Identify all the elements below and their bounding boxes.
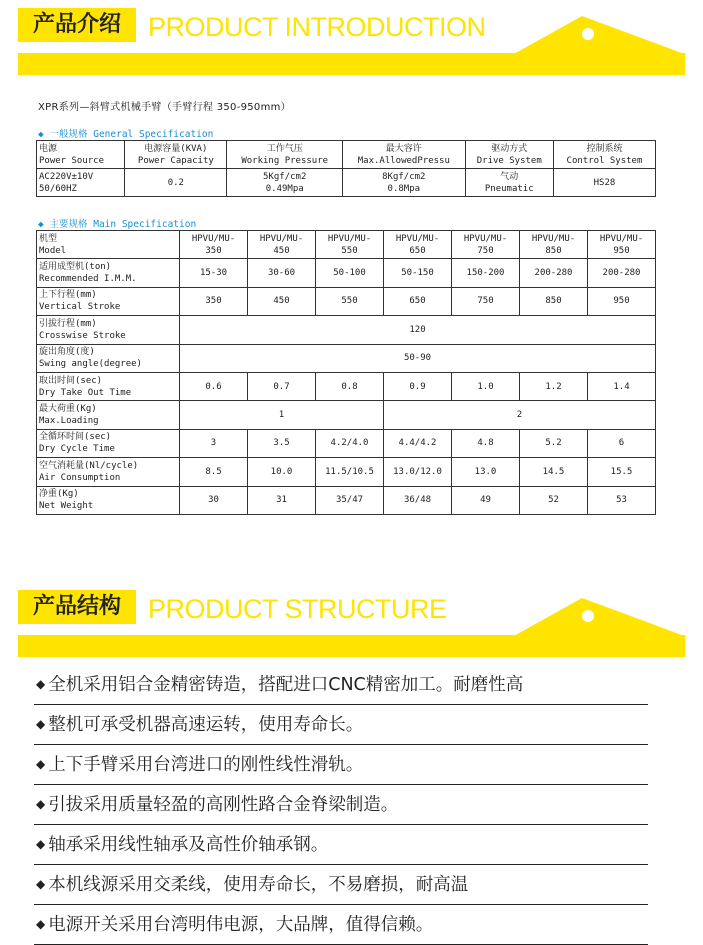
table-row <box>37 429 656 457</box>
table-row <box>37 344 656 372</box>
table-cell: 15-30 <box>180 259 248 287</box>
table-cell: 0.9 <box>384 372 452 400</box>
table-cell: 13.0/12.0 <box>384 458 452 486</box>
table-cell: 11.5/10.5 <box>316 458 384 486</box>
table-row <box>37 259 656 287</box>
model-header-cell: HPVU/MU-750 <box>452 231 520 259</box>
header-power-capacity: 电源容量(KVA) Power Capacity <box>125 141 227 169</box>
row-label: 引拔行程(mm) Crosswise Stroke <box>37 316 180 344</box>
row-label: 净重(Kg) Net Weight <box>37 486 180 514</box>
table-cell: 30-60 <box>248 259 316 287</box>
feature-text: 全机采用铝合金精密铸造，搭配进口CNC精密加工。耐磨性高 <box>48 675 524 695</box>
merged-cell: 1 <box>180 401 384 429</box>
list-item <box>34 705 648 745</box>
feature-text: 引拔采用质量轻盈的高刚性路合金脊梁制造。 <box>48 795 399 815</box>
row-label: 旋出角度(度) Swing angle(degree) <box>37 344 180 372</box>
diamond-bullet-icon: ◆ <box>38 219 44 230</box>
general-spec-label-cn: 一般规格 <box>49 129 88 140</box>
main-spec-label <box>38 216 196 230</box>
general-spec-header-row <box>37 141 656 169</box>
header-control-system: 控制系统 Control System <box>553 141 655 169</box>
row-label: 上下行程(mm) Vertical Stroke <box>37 287 180 315</box>
table-cell: 52 <box>520 486 588 514</box>
row-label: 最大荷重(Kg) Max.Loading <box>37 401 180 429</box>
feature-text: 整机可承受机器高速运转，使用寿命长。 <box>48 715 364 735</box>
feature-text: 电源开关采用台湾明伟电源，大品牌，值得信赖。 <box>48 915 434 935</box>
merged-cell: 120 <box>180 316 656 344</box>
intro-title-en: PRODUCT INTRODUCTION <box>148 12 486 42</box>
table-cell: 450 <box>248 287 316 315</box>
table-cell: 53 <box>588 486 656 514</box>
merged-cell: 2 <box>384 401 656 429</box>
table-cell: 15.5 <box>588 458 656 486</box>
table-cell: 31 <box>248 486 316 514</box>
roof-decoration-icon <box>512 590 687 660</box>
table-cell: 13.0 <box>452 458 520 486</box>
list-item <box>34 865 648 905</box>
feature-text: 轴承采用线性轴承及高性价轴承钢。 <box>48 835 329 855</box>
table-cell: 6 <box>588 429 656 457</box>
list-item <box>34 785 648 825</box>
table-cell: 4.8 <box>452 429 520 457</box>
header-max-pressure: 最大容许 Max.AllowedPressu <box>343 141 466 169</box>
model-header-cell: HPVU/MU-850 <box>520 231 588 259</box>
table-cell: 50-100 <box>316 259 384 287</box>
general-spec-value-row <box>37 169 656 197</box>
table-cell: 650 <box>384 287 452 315</box>
table-row <box>37 401 656 429</box>
list-item <box>34 665 648 705</box>
value-power-capacity: 0.2 <box>125 169 227 197</box>
table-cell: 1.0 <box>452 372 520 400</box>
table-cell: 35/47 <box>316 486 384 514</box>
table-cell: 0.8 <box>316 372 384 400</box>
table-row <box>37 316 656 344</box>
model-header-cell: HPVU/MU-650 <box>384 231 452 259</box>
table-row <box>37 372 656 400</box>
feature-text: 上下手臂采用台湾进口的刚性线性滑轨。 <box>48 755 364 775</box>
table-row <box>37 486 656 514</box>
structure-section-header <box>0 582 703 662</box>
diamond-bullet-icon: ◆ <box>36 717 46 731</box>
table-cell: 4.2/4.0 <box>316 429 384 457</box>
table-row <box>37 458 656 486</box>
diamond-bullet-icon: ◆ <box>36 917 46 931</box>
table-cell: 950 <box>588 287 656 315</box>
product-subtitle: XPR系列—斜臂式机械手臂（手臂行程 350-950mm） <box>38 102 291 113</box>
row-label: 取出时间(sec) Dry Take Out Time <box>37 372 180 400</box>
table-cell: 200-280 <box>588 259 656 287</box>
intro-title-cn: 产品介绍 <box>18 8 136 42</box>
intro-section-header <box>0 0 703 80</box>
feature-list <box>34 665 648 945</box>
table-cell: 36/48 <box>384 486 452 514</box>
table-cell: 1.2 <box>520 372 588 400</box>
model-header-cell: HPVU/MU-550 <box>316 231 384 259</box>
table-cell: 10.0 <box>248 458 316 486</box>
model-header-cell: HPVU/MU-950 <box>588 231 656 259</box>
row-label: 全循环时间(sec) Dry Cycle Time <box>37 429 180 457</box>
structure-title-en: PRODUCT STRUCTURE <box>148 594 447 624</box>
model-header-cell: HPVU/MU-350 <box>180 231 248 259</box>
main-spec-label-en: Main Specification <box>93 219 197 230</box>
value-power-source: AC220V±10V 50/60HZ <box>37 169 125 197</box>
table-cell: 5.2 <box>520 429 588 457</box>
value-control-system: HS28 <box>553 169 655 197</box>
diamond-bullet-icon: ◆ <box>36 837 46 851</box>
value-max-pressure: 8Kgf/cm2 0.8Mpa <box>343 169 466 197</box>
row-label: 机型 Model <box>37 231 180 259</box>
table-row <box>37 287 656 315</box>
table-cell: 0.7 <box>248 372 316 400</box>
value-working-pressure: 5Kgf/cm2 0.49Mpa <box>227 169 343 197</box>
table-cell: 150-200 <box>452 259 520 287</box>
list-item <box>34 745 648 785</box>
table-cell: 8.5 <box>180 458 248 486</box>
table-cell: 850 <box>520 287 588 315</box>
structure-title-cn: 产品结构 <box>18 590 136 624</box>
model-header-cell: HPVU/MU-450 <box>248 231 316 259</box>
table-cell: 49 <box>452 486 520 514</box>
table-row <box>37 231 656 259</box>
merged-cell: 50-90 <box>180 344 656 372</box>
main-spec-table <box>36 230 656 515</box>
feature-text: 本机线源采用交柔线，使用寿命长，不易磨损，耐高温 <box>48 875 469 895</box>
header-power-source: 电源 Power Source <box>37 141 125 169</box>
value-drive-system: 气动 Pneumatic <box>465 169 553 197</box>
general-spec-label <box>38 126 213 140</box>
list-item <box>34 825 648 865</box>
table-cell: 550 <box>316 287 384 315</box>
table-cell: 50-150 <box>384 259 452 287</box>
diamond-bullet-icon: ◆ <box>38 129 44 140</box>
diamond-bullet-icon: ◆ <box>36 877 46 891</box>
table-cell: 3.5 <box>248 429 316 457</box>
table-cell: 3 <box>180 429 248 457</box>
diamond-bullet-icon: ◆ <box>36 757 46 771</box>
row-label: 空气消耗量(Nl/cycle) Air Consumption <box>37 458 180 486</box>
row-label: 适用成型机(ton) Recommended I.M.M. <box>37 259 180 287</box>
general-spec-table <box>36 140 656 197</box>
header-working-pressure: 工作气压 Working Pressure <box>227 141 343 169</box>
table-cell: 350 <box>180 287 248 315</box>
header-drive-system: 驱动方式 Drive System <box>465 141 553 169</box>
table-cell: 14.5 <box>520 458 588 486</box>
table-cell: 1.4 <box>588 372 656 400</box>
table-cell: 200-280 <box>520 259 588 287</box>
diamond-bullet-icon: ◆ <box>36 797 46 811</box>
table-cell: 750 <box>452 287 520 315</box>
roof-decoration-icon <box>512 8 687 78</box>
table-cell: 0.6 <box>180 372 248 400</box>
table-cell: 30 <box>180 486 248 514</box>
general-spec-label-en: General Specification <box>93 129 214 140</box>
table-cell: 4.4/4.2 <box>384 429 452 457</box>
diamond-bullet-icon: ◆ <box>36 677 46 691</box>
main-spec-label-cn: 主要规格 <box>49 219 88 230</box>
list-item <box>34 905 648 945</box>
